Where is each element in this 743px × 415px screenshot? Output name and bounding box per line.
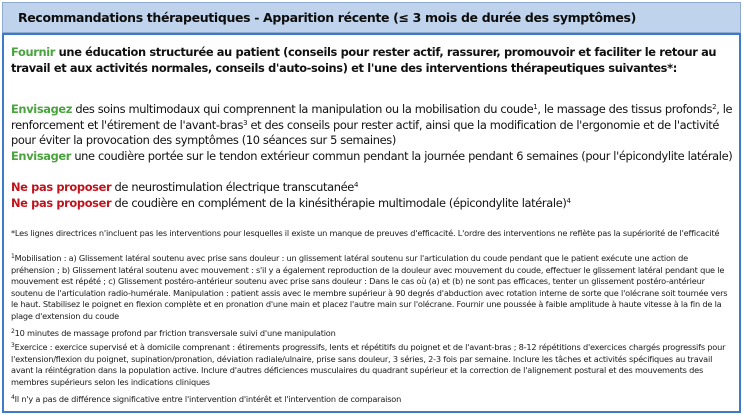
not-propose-text-2: de coudière en complément de la kinésithérapie multimodale (épicondylite latérale)	[111, 195, 567, 210]
not-propose-paragraph	[11, 180, 733, 211]
footnote-4-text: Il n'y a pas de différence significative entre l'intervention d'intérêt et l'intervention de comparaison	[14, 394, 402, 404]
footnote-1-text: Mobilisation : a) Glissement latéral soutenu avec prise sans douleur : un glissement latéral soutenu sur l'articulation du coude pendant que le patient exécute une action de préhension ; b) Glissement latéral soutenu avec mouvement : s'il y a également reproduction de la douleur avec mouvement du coude, effectuer le glissement latéral pendant que le mouvement est répété ; c) Glissement postéro-antérieur soutenu avec prise sans douleur : Dans le cas où (a) et (b) ne sont pas efficaces, tenter un glissement postéro-antérieur soutenu de l'articulation radio-humérale. Manipulation : patient assis avec le membre supérieur à 90 degrés d'abduction avec rotation interne de sorte que l'olécrane soit tournée vers le haut. Stabilisez le poignet en flexion complète et en pronation d'une main et placez l'autre main sur l'olécrane. Fournir une poussée à faible amplitude à haute vitesse à la fin de la plage d'extension du coude	[11, 253, 728, 321]
not-propose-verb-1: Ne pas proposer	[11, 180, 112, 194]
consider-text-2: une coudière portée sur le tendon extérieur commun pendant la journée pendant 6 semaines (pour l'épicondylite latérale)	[71, 148, 733, 163]
consider-paragraph	[11, 102, 733, 164]
consider-verb-2: Envisager	[11, 148, 72, 163]
not-propose-verb-2: Ne pas proposer	[11, 195, 112, 210]
footnote-2	[11, 328, 733, 340]
footnote-3-text: Exercice : exercice supervisé et à domicile comprenant : étirements progressifs, lents et répétitifs du poignet et de l'avant-bras ; 8-12 répétitions d'exercices chargés progressifs pour l'extension/flexion du poignet, supination/pronation, déviation radiale/ulnaire, prise sans douleur, 3 séries, 2-3 fois par semaine. Inclure les tâches et activités spécifiques au travail avant la réintégration dans la population active. Inclure d'autres déficiences musculaires du quadrant supérieur et la correction de l'alignement postural et des mouvements des membres supérieurs selon les indications cliniques	[11, 342, 726, 387]
consider-text-1c: , le renforcement et l'étirement de l'avant-bras	[11, 102, 733, 132]
footnote-4	[11, 394, 733, 406]
footnote-star: *Les lignes directrices n'incluent pas les interventions pour lesquelles il existe un manque de preuves d'efficacité. L'ordre des interventions ne reflète pas la supériorité de l'efficacité	[11, 228, 720, 238]
intro-verb: Fournir	[11, 45, 56, 59]
section-title: Recommandations thérapeutiques - Apparition récente (≤ 3 mois de durée des symptômes)	[18, 10, 637, 25]
recommendations-card	[2, 2, 741, 413]
footnote-ref-4b: 4	[566, 196, 571, 205]
footnote-3-number: 3	[11, 342, 15, 349]
footnote-ref-2: 2	[712, 103, 717, 111]
consider-verb-1: Envisagez	[11, 102, 73, 116]
footnote-4-number: 4	[11, 394, 15, 401]
footnote-ref-4a: 4	[353, 181, 359, 189]
footnote-3	[11, 342, 733, 388]
not-propose-text-1: de neurostimulation électrique transcutanée	[111, 180, 354, 194]
consider-text-1b: , le massage des tissus profonds	[537, 102, 713, 116]
footnote-2-text: 10 minutes de massage profond par friction transversale suivi d'une manipulation	[14, 328, 336, 338]
consider-text-1a: des soins multimodaux qui comprennent la manipulation ou la mobilisation du coude	[72, 102, 534, 116]
footnote-1-number: 1	[11, 253, 15, 260]
intro-text: une éducation structurée au patient (conseils pour rester actif, rassurer, promouvoir et faciliter le retour au travail et aux activités normales, conseils d'auto-soins) et l'une des interventions thérapeutiques suivantes*:	[11, 45, 717, 75]
section-body	[2, 33, 741, 413]
footnote-1	[11, 253, 733, 323]
consider-text-1d: et des conseils pour rester actif, ainsi que la modification de l'ergonomie et de l'activité pour éviter la provocation des symptômes (10 séances sur 5 semaines)	[11, 117, 720, 147]
intro-paragraph	[11, 45, 733, 76]
section-header	[2, 2, 741, 33]
footnote-ref-1: 1	[533, 103, 538, 111]
footnote-ref-3: 3	[243, 118, 248, 127]
footnote-2-number: 2	[11, 328, 15, 335]
